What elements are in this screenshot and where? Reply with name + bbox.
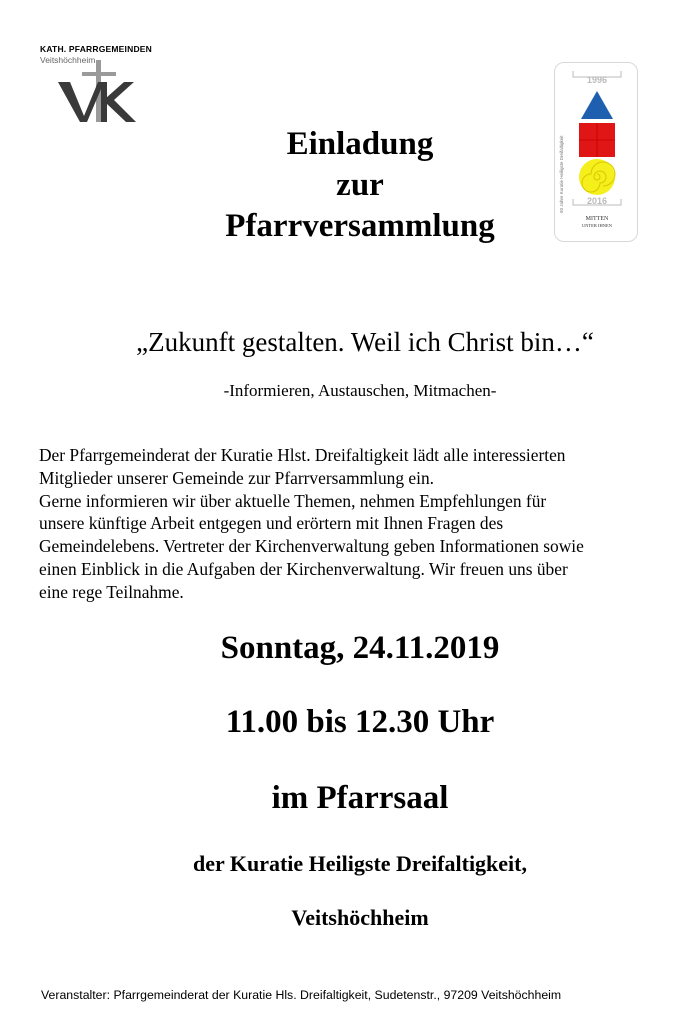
motto: „Zukunft gestalten. Weil ich Christ bin…“ [136,327,594,357]
body-line: Der Pfarrgemeinderat der Kuratie Hlst. Dreifaltigkeit lädt alle interessierten [39,445,566,465]
parish-logo [38,40,158,130]
year-start: 1996 [586,75,608,85]
event-town: Veitshöchheim [291,905,429,930]
title-line-1: Einladung [286,126,434,162]
body-line: eine rege Teilnahme. [39,581,184,602]
event-time: 11.00 bis 12.30 Uhr [225,704,495,740]
logo-caption-2: UNTER IHNEN [581,223,613,228]
body-line: Mitglieder unserer Gemeinde zur Pfarrversammlung ein. [39,467,435,488]
motto-subtitle: -Informieren, Austauschen, Mitmachen- [223,381,497,400]
organizer-footer: Veranstalter: Pfarrgemeinderat der Kuratie Hls. Dreifaltigkeit, Sudetenstr., 97209 Veitshöchheim [41,988,562,1002]
anniversary-side-text: 50 Jahre Kuratie Heiligste Dreifaltigkeit [559,135,564,213]
logo-org-name: KATH. PFARRGEMEINDEN [40,44,152,54]
event-date: Sonntag, 24.11.2019 [220,630,500,666]
title-line-3: Pfarrversammlung [225,208,495,244]
body-line: einen Einblick in die Aufgaben der Kirchenverwaltung. Wir freuen uns über [39,558,568,579]
vk-cross-logo-icon [54,58,144,130]
body-line: Gerne informieren wir über aktuelle Themen, nehmen Empfehlungen für [39,490,547,511]
event-place: im Pfarrsaal [271,780,449,816]
body-line: Gemeindelebens. Vertreter der Kirchenverwaltung geben Informationen sowie [39,536,584,557]
anniversary-logo [554,62,638,242]
logo-org-place: Veitshöchheim [40,55,96,65]
body-line: unsere künftige Arbeit entgegen und erörtern mit Ihnen Fragen des [39,513,504,534]
logo-caption-1: MITTEN [585,216,609,222]
year-end: 2016 [586,196,608,206]
blue-triangle-icon [581,91,613,119]
event-parish: der Kuratie Heiligste Dreifaltigkeit, [193,851,527,876]
title-line-2: zur [336,167,384,203]
invitation-body [39,444,679,604]
